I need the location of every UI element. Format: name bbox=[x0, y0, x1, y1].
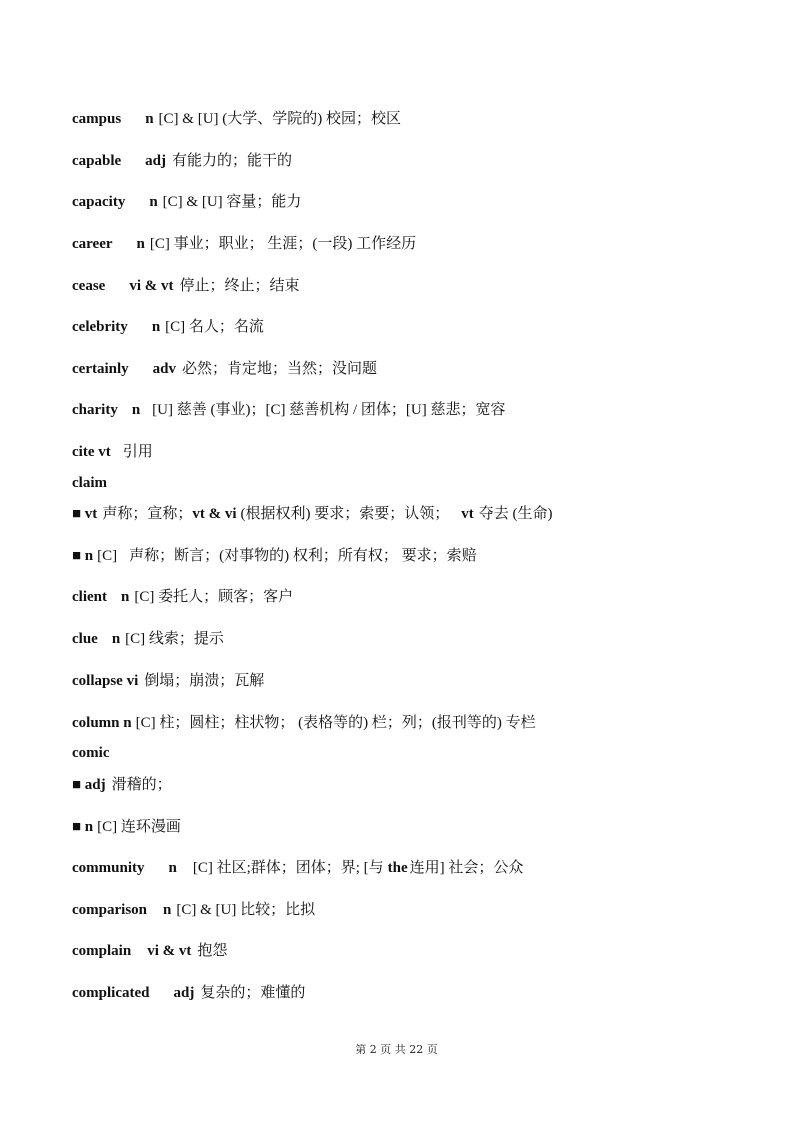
entry-term: capacity bbox=[72, 194, 126, 210]
entry-definition: (根据权利) 要求；索要；认领； bbox=[240, 506, 450, 522]
entry-definition: [C] 名人；名流 bbox=[165, 319, 264, 335]
dictionary-entry bbox=[72, 545, 477, 566]
dictionary-entry bbox=[72, 774, 172, 795]
entry-definition: [C] 社区;群体；团体；界; [与 bbox=[192, 860, 384, 876]
entry-term: vt bbox=[461, 506, 474, 522]
entry-term: n bbox=[163, 902, 172, 918]
entry-term: certainly bbox=[72, 361, 129, 377]
entry-term: n bbox=[149, 194, 158, 210]
page-footer: 第 2 页 共 22 页 bbox=[355, 1043, 438, 1056]
entry-term: capable bbox=[72, 153, 122, 169]
entry-term: vt & vi bbox=[192, 506, 237, 522]
entry-definition: 复杂的；难懂的 bbox=[200, 985, 306, 1001]
entry-definition: [C] & [U] 比较；比拟 bbox=[176, 902, 316, 918]
entry-term: ■ vt bbox=[72, 506, 98, 522]
entry-definition: [U] 慈善 (事业)；[C] 慈善机构 / 团体；[U] 慈悲；宽容 bbox=[152, 402, 506, 418]
entry-definition: 连用] 社会；公众 bbox=[409, 860, 524, 876]
entry-term: charity bbox=[72, 402, 118, 418]
dictionary-entry bbox=[72, 108, 401, 129]
entry-definition: 停止；终止；结束 bbox=[179, 278, 300, 294]
entry-definition: [C] 连环漫画 bbox=[97, 819, 181, 835]
entry-definition: 必然；肯定地；当然；没问题 bbox=[182, 361, 378, 377]
entry-term: clue bbox=[72, 631, 98, 647]
dictionary-entry bbox=[72, 586, 293, 607]
entry-definition: 声称；断言；(对事物的) 权利；所有权； 要求；索赔 bbox=[129, 548, 477, 564]
dictionary-entry bbox=[72, 275, 300, 296]
entry-term: complicated bbox=[72, 985, 150, 1001]
entry-definition: [C] 柱；圆柱；柱状物； (表格等的) 栏；列；(报刊等的) 专栏 bbox=[135, 715, 536, 731]
entry-term: collapse vi bbox=[72, 673, 139, 689]
entry-term: adj bbox=[145, 153, 167, 169]
dictionary-entry bbox=[72, 857, 523, 878]
dictionary-entry bbox=[72, 899, 315, 920]
entry-term: ■ adj bbox=[72, 777, 106, 793]
dictionary-entry bbox=[72, 628, 224, 649]
dictionary-entry bbox=[72, 472, 107, 493]
entry-definition: 滑稽的； bbox=[111, 777, 172, 793]
entry-term: the bbox=[387, 860, 408, 876]
dictionary-entry bbox=[72, 441, 153, 462]
entry-definition: 有能力的；能干的 bbox=[172, 153, 293, 169]
entry-definition: [C] 线索；提示 bbox=[125, 631, 224, 647]
entry-term: n bbox=[151, 319, 161, 335]
entry-definition: 声称；宣称； bbox=[102, 506, 193, 522]
entry-definition: [C] 委托人；顾客；客户 bbox=[134, 589, 294, 605]
entry-term: n bbox=[111, 631, 121, 647]
entry-term: vi & vt bbox=[147, 943, 192, 959]
entry-term: n bbox=[121, 589, 130, 605]
entry-definition: [C] bbox=[97, 548, 118, 564]
entry-term: comic bbox=[72, 745, 110, 761]
entry-term: claim bbox=[72, 475, 107, 491]
entry-term: n bbox=[136, 236, 145, 252]
entry-term: ■ n bbox=[72, 548, 94, 564]
dictionary-entry bbox=[72, 712, 536, 733]
entry-term: cite vt bbox=[72, 444, 111, 460]
entry-term: celebrity bbox=[72, 319, 128, 335]
entry-term: n bbox=[145, 111, 154, 127]
entry-definition: 倒塌；崩溃；瓦解 bbox=[144, 673, 265, 689]
entry-term: comparison bbox=[72, 902, 147, 918]
dictionary-entry bbox=[72, 940, 227, 961]
entry-term: ■ n bbox=[72, 819, 94, 835]
entry-term: community bbox=[72, 860, 145, 876]
entry-definition: [C] & [U] 容量；能力 bbox=[162, 194, 302, 210]
dictionary-entry bbox=[72, 233, 416, 254]
entry-term: column n bbox=[72, 715, 132, 731]
entry-definition: 引用 bbox=[122, 444, 153, 460]
dictionary-entry bbox=[72, 191, 301, 212]
entry-term: client bbox=[72, 589, 107, 605]
entry-definition: 抱怨 bbox=[197, 943, 228, 959]
dictionary-entry bbox=[72, 816, 181, 837]
entry-term: career bbox=[72, 236, 113, 252]
entry-term: n bbox=[131, 402, 141, 418]
dictionary-entry bbox=[72, 742, 109, 763]
entry-term: adj bbox=[173, 985, 195, 1001]
entry-term: vi & vt bbox=[129, 278, 174, 294]
entry-term: n bbox=[168, 860, 177, 876]
entry-term: complain bbox=[72, 943, 132, 959]
dictionary-entry bbox=[72, 150, 292, 171]
entry-term: cease bbox=[72, 278, 106, 294]
dictionary-entry bbox=[72, 982, 305, 1003]
entry-definition: [C] & [U] (大学、学院的) 校园；校区 bbox=[158, 111, 402, 127]
dictionary-entry bbox=[72, 670, 264, 691]
dictionary-entry bbox=[72, 358, 377, 379]
dictionary-entry bbox=[72, 399, 505, 420]
dictionary-entry bbox=[72, 316, 264, 337]
entry-definition: [C] 事业；职业； 生涯；(一段) 工作经历 bbox=[149, 236, 417, 252]
entry-term: adv bbox=[152, 361, 176, 377]
dictionary-entry bbox=[72, 503, 553, 524]
entry-term: campus bbox=[72, 111, 122, 127]
entry-definition: 夺去 (生命) bbox=[478, 506, 553, 522]
